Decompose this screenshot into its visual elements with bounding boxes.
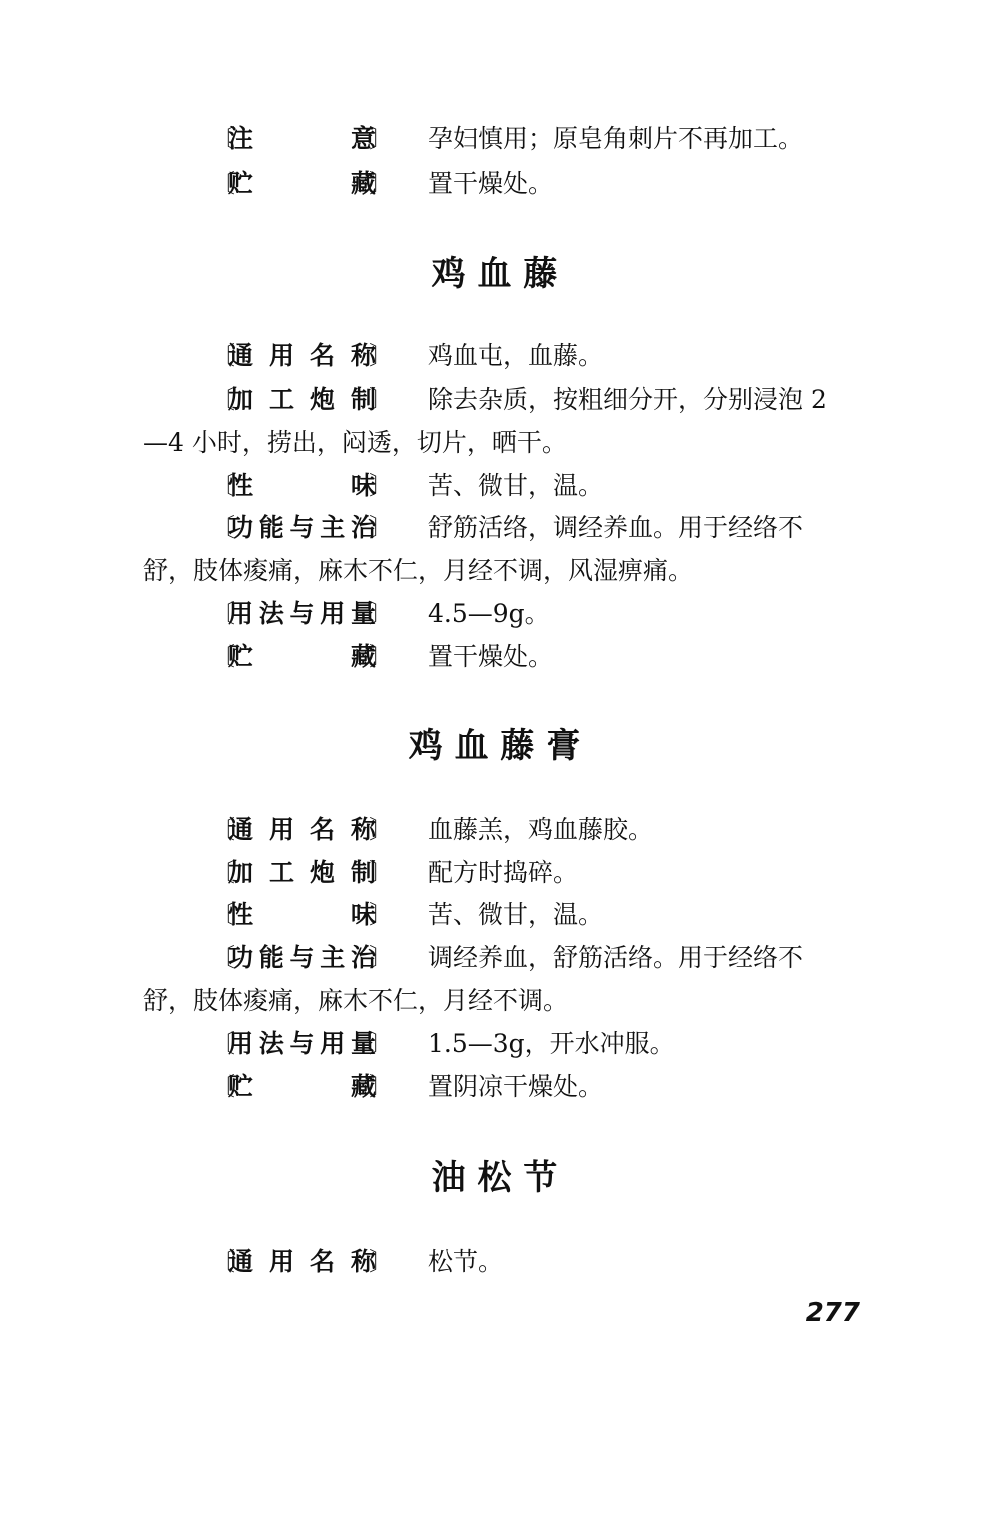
entry-label: 〔 功 能 与 主 治 〕 xyxy=(210,943,394,972)
entry-label: 〔 通 用 名 称 〕 xyxy=(210,341,394,370)
entry-value: 置干燥处。 xyxy=(428,169,554,198)
entry-value: 鸡血屯，血藤。 xyxy=(428,341,604,370)
entry-label: 〔 用 法 与 用 量 〕 xyxy=(210,599,394,628)
entry-label: 〔 功 能 与 主 治 〕 xyxy=(210,513,394,542)
entry-value: 调经养血，舒筋活络。用于经络不 xyxy=(428,943,804,972)
entry-label: 〔 性 味 〕 xyxy=(210,471,394,500)
entry-label: 〔 加 工 炮 制 〕 xyxy=(210,858,394,887)
entry-value: 4.5—9g。 xyxy=(428,599,550,628)
entry-label: 〔 注 意 〕 xyxy=(210,124,394,153)
section-title: 油 松 节 xyxy=(431,1158,558,1198)
entry-value: 苦、微甘，温。 xyxy=(428,471,604,500)
entry-value: 除去杂质，按粗细分开，分别浸泡 2 xyxy=(428,385,827,414)
section-title: 鸡 血 藤 膏 xyxy=(408,726,581,766)
entry-value: 孕妇慎用；原皂角刺片不再加工。 xyxy=(428,124,804,153)
entry-label: 〔 通 用 名 称 〕 xyxy=(210,1247,394,1276)
entry-value: 配方时捣碎。 xyxy=(428,858,579,887)
entry-label: 〔 加 工 炮 制 〕 xyxy=(210,385,394,414)
entry-label: 〔 用 法 与 用 量 〕 xyxy=(210,1029,394,1058)
entry-label: 〔 贮 藏 〕 xyxy=(210,1072,394,1101)
entry-value: 1.5—3g，开水冲服。 xyxy=(428,1029,675,1058)
entry-value: 置阴凉干燥处。 xyxy=(428,1072,604,1101)
section-title: 鸡 血 藤 xyxy=(431,254,558,294)
entry-label: 〔 贮 藏 〕 xyxy=(210,169,394,198)
entry-value: 舒筋活络，调经养血。用于经络不 xyxy=(428,513,804,542)
continuation-text: 舒，肢体痠痛，麻木不仁，月经不调，风湿痹痛。 xyxy=(143,556,694,585)
continuation-text: —4 小时，捞出，闷透，切片，晒干。 xyxy=(143,428,567,457)
continuation-text: 舒，肢体痠痛，麻木不仁，月经不调。 xyxy=(143,986,569,1015)
entry-value: 置干燥处。 xyxy=(428,642,554,671)
entry-value: 苦、微甘，温。 xyxy=(428,900,604,929)
entry-value: 松节。 xyxy=(428,1247,504,1276)
entry-label: 〔 通 用 名 称 〕 xyxy=(210,815,394,844)
entry-label: 〔 性 味 〕 xyxy=(210,900,394,929)
entry-value: 血藤羔，鸡血藤胶。 xyxy=(428,815,654,844)
entry-label: 〔 贮 藏 〕 xyxy=(210,642,394,671)
page-number: 277 xyxy=(805,1298,860,1328)
